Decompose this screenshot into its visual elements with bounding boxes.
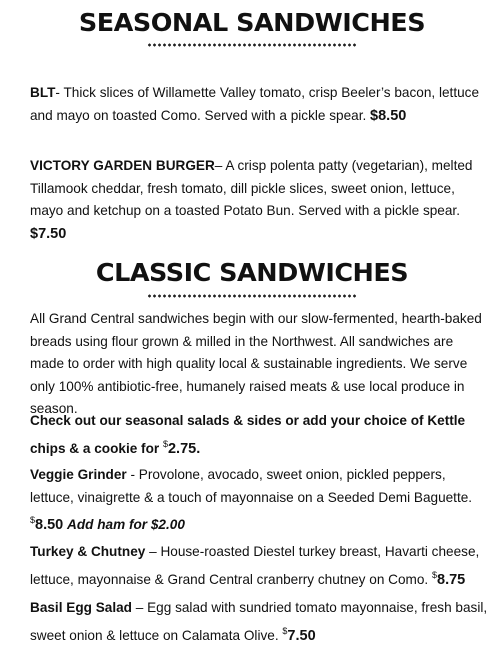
item-currency: $: [431, 569, 437, 580]
item-price: $7.50: [30, 225, 67, 242]
menu-item-blt: [30, 82, 490, 127]
item-description: - Provolone, avocado, sweet onion, pickled peppers, lettuce, vinaigrette & a touch of mayonnaise on a Seeded Demi Baguette.: [30, 467, 473, 505]
item-name: Basil Egg Salad: [30, 600, 132, 615]
classic-heading: CLASSIC SANDWICHES: [95, 258, 409, 287]
item-name: BLT: [30, 85, 56, 100]
item-extra: Add ham for $2.00: [67, 517, 185, 532]
item-currency: $: [30, 515, 36, 525]
item-price: $8.50: [370, 107, 407, 124]
item-description: – A crisp polenta patty (vegetarian), melted Tillamook cheddar, fresh tomato, dill pickle slices, sweet onion, lettuce, mayo and ketchup on a toasted Potato Bun. Served with a pickle spear.: [30, 158, 473, 218]
item-name: Veggie Grinder: [30, 467, 127, 482]
seasonal-heading: SEASONAL SANDWICHES: [78, 8, 426, 37]
promo-description: Check out our seasonal salads & sides or add your choice of Kettle chips & a cookie for: [30, 413, 466, 456]
item-price: 7.50: [287, 627, 316, 644]
promo-text: [30, 410, 490, 460]
item-name: VICTORY GARDEN BURGER: [30, 158, 215, 173]
promo-price: 2.75.: [167, 440, 201, 457]
item-description: - Thick slices of Willamette Valley tomato, crisp Beeler’s bacon, lettuce and mayo on toasted Como. Served with a pickle spear.: [30, 85, 480, 123]
item-price: 8.75: [437, 571, 466, 588]
seasonal-divider: [147, 43, 357, 47]
menu-item-turkey-chutney: [30, 541, 490, 591]
item-currency: $: [282, 625, 288, 636]
classic-divider: [147, 294, 357, 298]
item-name: Turkey & Chutney: [30, 544, 146, 559]
promo-currency: $: [162, 438, 168, 449]
menu-item-basil-egg-salad: [30, 597, 490, 647]
menu-item-victory-garden-burger: [30, 155, 490, 245]
item-description: – House-roasted Diestel turkey breast, Havarti cheese, lettuce, mayonnaise & Grand Central cranberry chutney on Como.: [30, 544, 480, 587]
item-description: – Egg salad with sundried tomato mayonnaise, fresh basil, sweet onion & lettuce on Calamata Olive.: [30, 600, 488, 643]
item-price: 8.50: [35, 517, 64, 533]
menu-item-veggie-grinder: [30, 464, 490, 537]
classic-intro: All Grand Central sandwiches begin with our slow-fermented, hearth-baked breads using flour grown & milled in the Northwest. All sandwiches are made to order with high quality local & sustainable ingredients. We serve only 100% antibiotic-free, humanely raised meats & use local produce in season.: [30, 311, 482, 416]
